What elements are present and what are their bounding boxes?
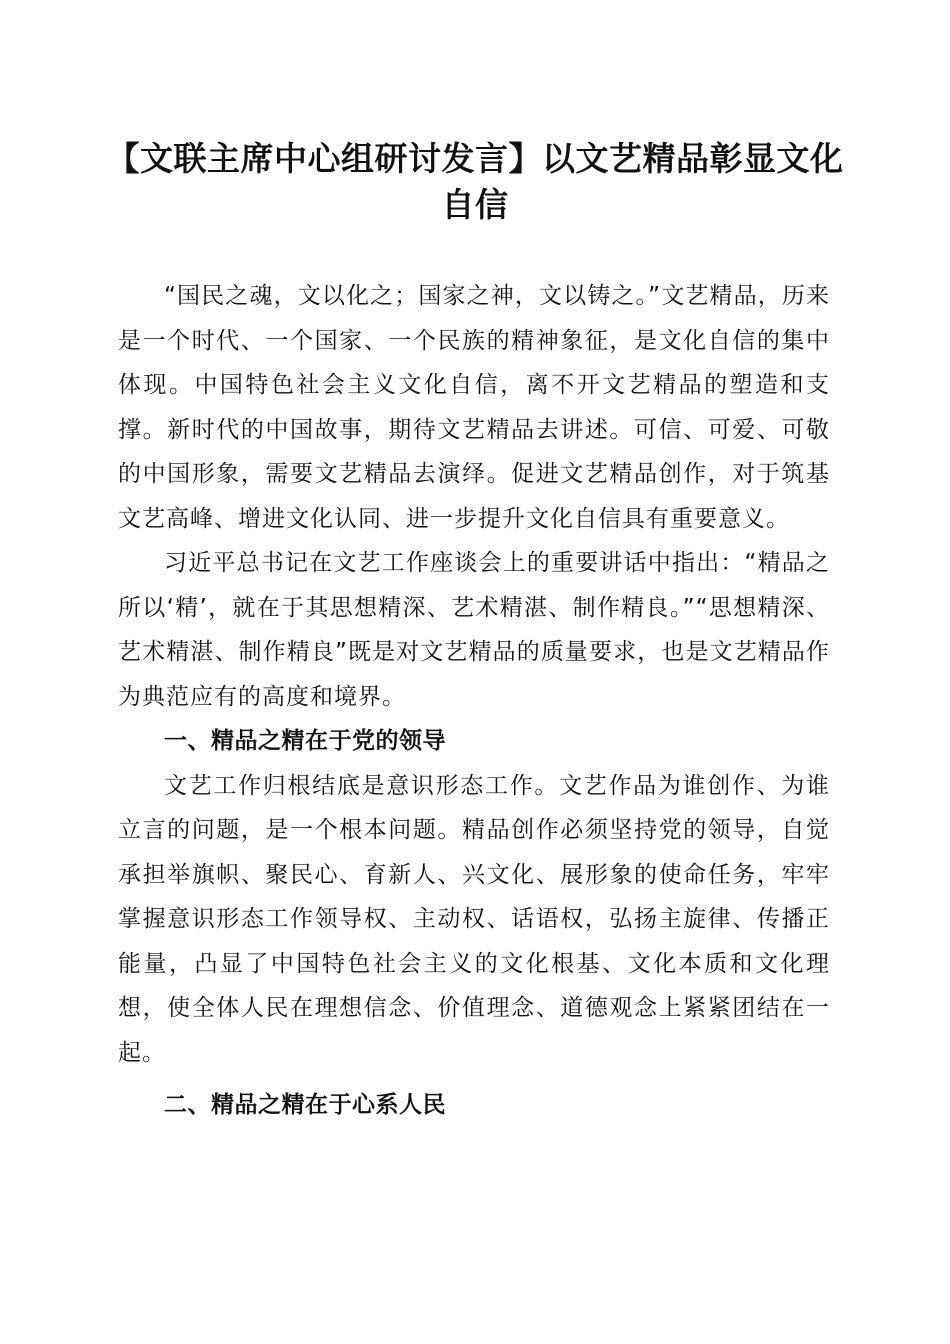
- paragraph-section-1: 文艺工作归根结底是意识形态工作。文艺作品为谁创作、为谁立言的问题，是一个根本问题。精品创作必须坚持党的领导，自觉承担举旗帜、聚民心、育新人、兴文化、展形象的使命任务，牢牢掌握意识形态工作领导权、主动权、话语权，弘扬主旋律、传播正能量，凸显了中国特色社会主义的文化根基、文化本质和文化理想，使全体人民在理想信念、价值理念、道德观念上紧紧团结在一起。: [118, 772, 830, 1066]
- document-title: 【文联主席中心组研讨发言】以文艺精品彰显文化自信: [106, 139, 844, 224]
- section-heading-2: 二、精品之精在于心系人民: [164, 1092, 446, 1118]
- document-body: [118, 274, 830, 1128]
- section-heading-1: 一、精品之精在于党的领导: [164, 728, 446, 754]
- paragraph-quote: 习近平总书记在文艺工作座谈会上的重要讲话中指出：“精品之所以‘精’，就在于其思想精深、艺术精湛、制作精良。”“思想精深、艺术精湛、制作精良”既是对文艺精品的质量要求，也是文艺精品作为典范应有的高度和境界。: [118, 550, 830, 710]
- paragraph-intro: “国民之魂，文以化之；国家之神，文以铸之。”文艺精品，历来是一个时代、一个国家、一个民族的精神象征，是文化自信的集中体现。中国特色社会主义文化自信，离不开文艺精品的塑造和支撑。新时代的中国故事，期待文艺精品去讲述。可信、可爱、可敬的中国形象，需要文艺精品去演绎。促进文艺精品创作，对于筑基文艺高峰、增进文化认同、进一步提升文化自信具有重要意义。: [118, 283, 830, 532]
